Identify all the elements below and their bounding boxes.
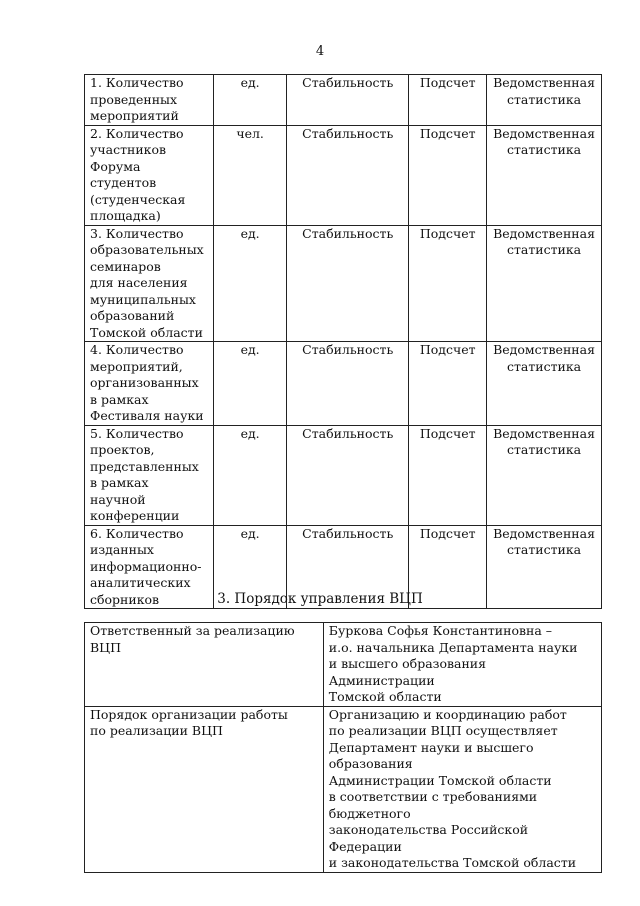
indicator-unit: ед.: [214, 342, 287, 426]
indicator-source: Ведомственная статистика: [487, 125, 602, 225]
management-value: Организацию и координацию работ по реализации ВЦП осуществляет Департамент науки и высшего образования Администрации Томской области в соответствии с требованиями бюджетного законодательства Российской Федерации и законодательства Томской области: [323, 706, 601, 872]
table-row: [85, 623, 602, 707]
management-table: [84, 622, 602, 873]
indicator-unit: ед.: [214, 425, 287, 525]
indicator-name: 2. Количество участников Форума студентов (студенческая площадка): [85, 125, 214, 225]
indicator-source: Ведомственная статистика: [487, 342, 602, 426]
table-row: [85, 425, 602, 525]
indicator-name: 5. Количество проектов, представленных в рамках научной конференции: [85, 425, 214, 525]
indicator-trend: Стабильность: [287, 525, 409, 609]
indicator-name: 6. Количество изданных информационно- аналитических сборников: [85, 525, 214, 609]
management-label: Ответственный за реализацию ВЦП: [85, 623, 324, 707]
indicators-table: [84, 74, 602, 609]
indicator-method: Подсчет: [409, 425, 487, 525]
indicator-unit: ед.: [214, 525, 287, 609]
indicator-name: 1. Количество проведенных мероприятий: [85, 75, 214, 126]
management-label: Порядок организации работы по реализации ВЦП: [85, 706, 324, 872]
indicator-unit: чел.: [214, 125, 287, 225]
page-number: 4: [315, 44, 325, 59]
indicator-method: Подсчет: [409, 225, 487, 342]
indicator-method: Подсчет: [409, 75, 487, 126]
table-row: [85, 75, 602, 126]
indicator-trend: Стабильность: [287, 125, 409, 225]
indicator-source: Ведомственная статистика: [487, 225, 602, 342]
indicator-trend: Стабильность: [287, 75, 409, 126]
indicator-trend: Стабильность: [287, 425, 409, 525]
indicator-source: Ведомственная статистика: [487, 425, 602, 525]
table-row: [85, 225, 602, 342]
management-value: Буркова Софья Константиновна – и.о. начальника Департамента науки и высшего образования Администрации Томской области: [323, 623, 601, 707]
indicator-source: Ведомственная статистика: [487, 525, 602, 609]
table-row: [85, 342, 602, 426]
indicator-source: Ведомственная статистика: [487, 75, 602, 126]
indicator-method: Подсчет: [409, 342, 487, 426]
indicator-trend: Стабильность: [287, 225, 409, 342]
section-title: 3. Порядок управления ВЦП: [217, 591, 423, 607]
indicator-method: Подсчет: [409, 125, 487, 225]
indicator-unit: ед.: [214, 225, 287, 342]
table-row: [85, 706, 602, 872]
indicator-name: 4. Количество мероприятий, организованных в рамках Фестиваля науки: [85, 342, 214, 426]
indicator-name: 3. Количество образовательных семинаров для населения муниципальных образований Томской области: [85, 225, 214, 342]
indicator-method: Подсчет: [409, 525, 487, 609]
table-row: [85, 125, 602, 225]
indicator-unit: ед.: [214, 75, 287, 126]
indicator-trend: Стабильность: [287, 342, 409, 426]
